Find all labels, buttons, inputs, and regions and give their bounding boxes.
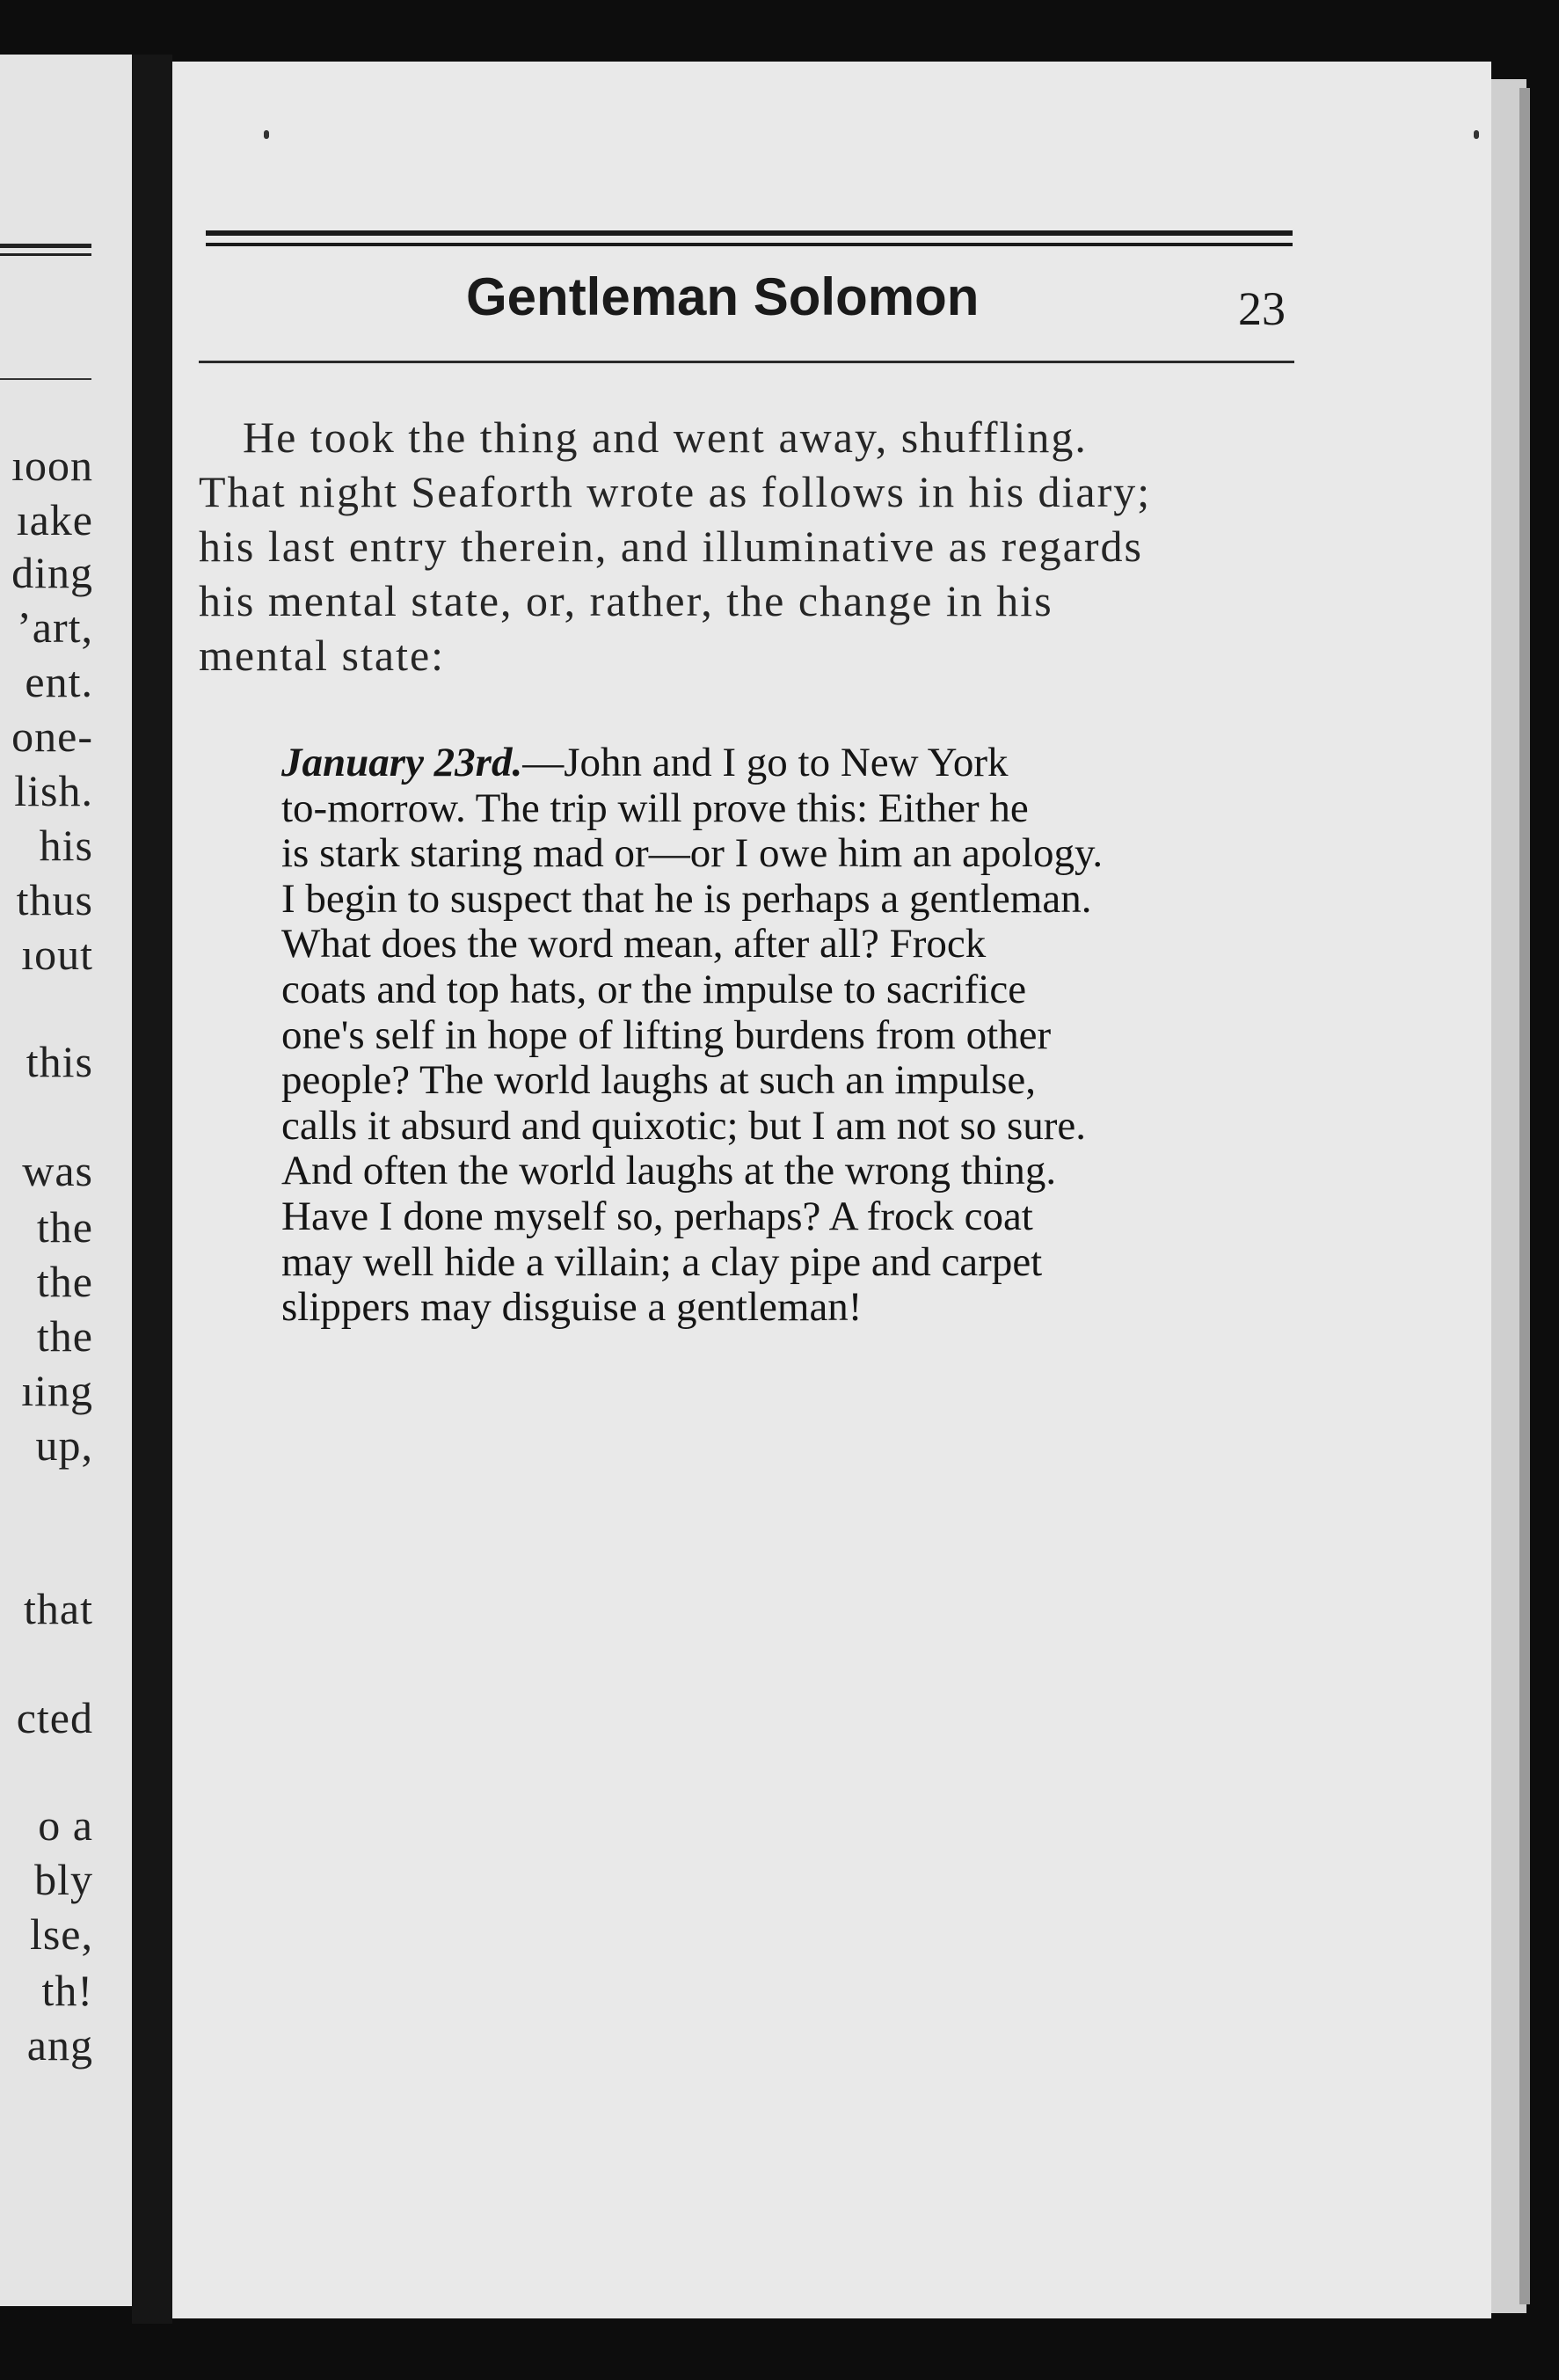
diary-entry [281, 741, 1300, 1331]
left-page-rule [0, 378, 91, 380]
book-gutter [132, 55, 172, 2324]
diary-line: Have I done myself so, perhaps? A frock coat [281, 1193, 1033, 1239]
text-line: He took the thing and went away, shuffling. [243, 412, 1088, 462]
diary-date: January 23rd. [281, 740, 523, 785]
left-page-line: up, [35, 1420, 93, 1470]
left-page-line: ıake [16, 495, 93, 544]
text-line: his last entry therein, and illuminative as regards [199, 522, 1143, 571]
header-rule-thin [206, 243, 1293, 246]
left-page-line: th! [41, 1966, 93, 2015]
left-page-line: lse, [29, 1909, 93, 1959]
left-page-line: ıoon [11, 441, 93, 490]
diary-line: slippers may disguise a gentleman! [281, 1284, 863, 1331]
diary-line: is stark staring mad or—or I owe him an apology. [281, 830, 1104, 877]
left-page-line: ıing [21, 1366, 93, 1415]
diary-line: coats and top hats, or the impulse to sacrifice [281, 966, 1027, 1012]
page-edge-shadow [1519, 88, 1530, 2304]
left-page-line: one- [11, 712, 93, 761]
left-page-line: this [25, 1037, 93, 1086]
diary-line: I begin to suspect that he is perhaps a gentleman. [281, 875, 1092, 922]
left-page-line: the [36, 1257, 93, 1306]
left-page-line: the [36, 1202, 93, 1252]
left-page-line: ent. [25, 657, 93, 706]
speck-mark [264, 130, 269, 139]
diary-line: calls it absurd and quixotic; but I am not so sure. [281, 1102, 1087, 1149]
left-page-line: his [39, 821, 93, 870]
left-page-line: bly [34, 1855, 93, 1904]
left-page-line: o a [38, 1800, 93, 1850]
left-page-line: ding [11, 548, 93, 597]
left-page-line: ʼart, [17, 602, 93, 652]
running-title: Gentleman Solomon [466, 267, 980, 326]
text-line: his mental state, or, rather, the change in his [199, 576, 1053, 625]
text-line: mental state: [199, 631, 446, 680]
header-rule-bottom [199, 361, 1294, 363]
left-page-rule [0, 253, 91, 256]
left-page-line: ang [26, 2020, 93, 2070]
left-page-line: thus [16, 875, 93, 924]
diary-line: to-morrow. The trip will prove this: Either he [281, 785, 1029, 831]
left-page-line: that [24, 1584, 93, 1633]
left-page-line: cted [16, 1693, 93, 1742]
left-facing-page [0, 55, 132, 2306]
text-line: That night Seaforth wrote as follows in his diary; [199, 467, 1152, 516]
left-page-line: ıout [21, 930, 93, 979]
header-rule-thick [206, 230, 1293, 236]
left-page-rule [0, 244, 91, 248]
left-page-line: the [36, 1311, 93, 1361]
diary-line: people? The world laughs at such an impulse, [281, 1057, 1036, 1104]
diary-line: And often the world laughs at the wrong thing. [281, 1148, 1057, 1194]
diary-first-line [281, 741, 1300, 786]
left-page-line: was [22, 1146, 93, 1195]
diary-line: What does the word mean, after all? Frock [281, 921, 987, 967]
speck-mark [1474, 130, 1479, 139]
intro-paragraph [199, 410, 1298, 683]
diary-line: may well hide a villain; a clay pipe and carpet [281, 1238, 1043, 1285]
diary-line: one's self in hope of lifting burdens from other [281, 1011, 1052, 1058]
page-number: 23 [1238, 282, 1286, 335]
left-page-line: lish. [14, 766, 93, 815]
diary-text: —John and I go to New York [522, 740, 1009, 785]
